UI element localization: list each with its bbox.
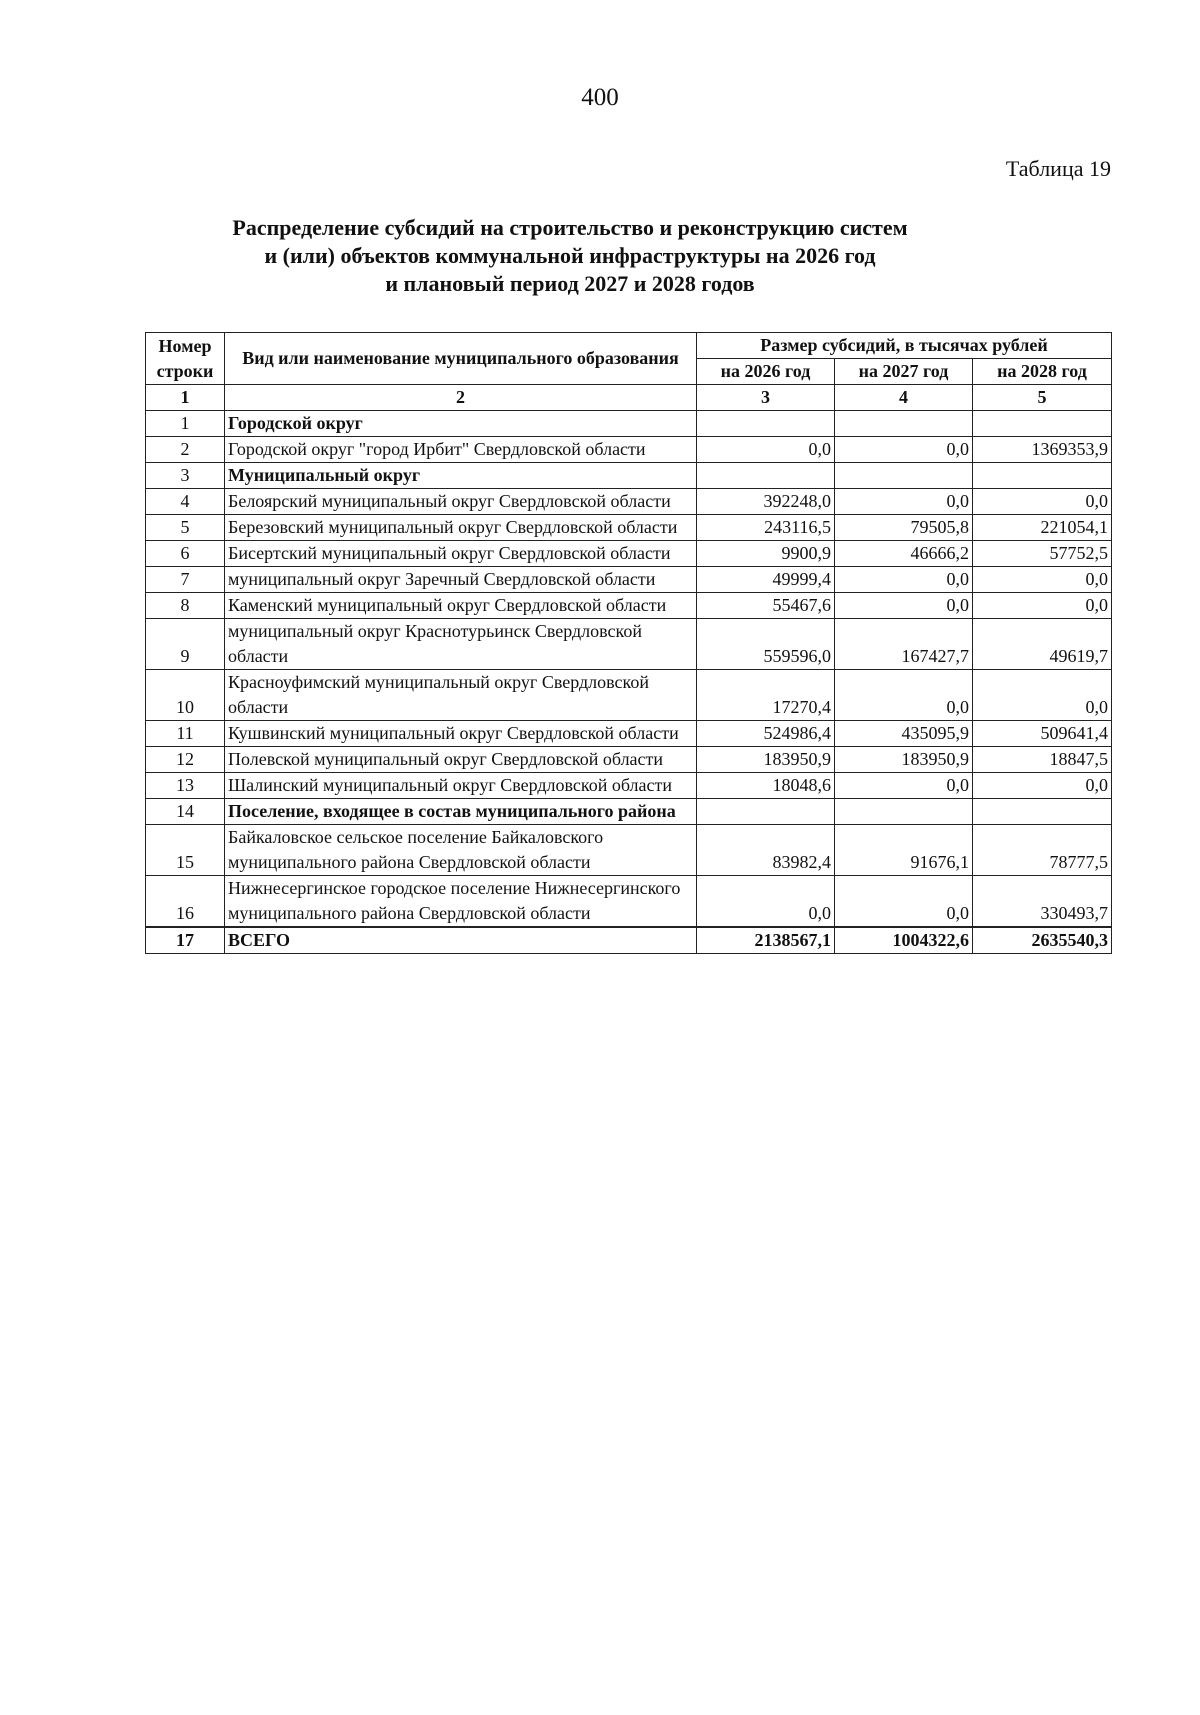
row-name: Белоярский муниципальный округ Свердловской области: [225, 489, 697, 515]
table-row: [146, 541, 1112, 567]
table-label: Таблица 19: [1005, 156, 1111, 181]
row-number: 16: [146, 876, 225, 928]
table-row: [146, 773, 1112, 799]
value-2028: 509641,4: [973, 721, 1112, 747]
value-2027: 46666,2: [835, 541, 973, 567]
page-number: 400: [581, 84, 619, 111]
row-number: 2: [146, 437, 225, 463]
value-2027: 0,0: [835, 489, 973, 515]
row-name: Поселение, входящее в состав муниципального района: [225, 799, 697, 825]
row-number: 9: [146, 619, 225, 670]
value-2028: 2635540,3: [973, 927, 1112, 954]
value-2027: 0,0: [835, 593, 973, 619]
value-2026: 17270,4: [697, 670, 835, 721]
table-row: [146, 515, 1112, 541]
row-name: муниципальный округ Краснотурьинск Свердловской области: [225, 619, 697, 670]
column-index: 2: [225, 385, 697, 411]
header-year-2027: на 2027 год: [835, 359, 973, 385]
value-2027: 435095,9: [835, 721, 973, 747]
table-row: [146, 876, 1112, 928]
column-index: 5: [973, 385, 1112, 411]
row-number: 1: [146, 411, 225, 437]
column-index: 1: [146, 385, 225, 411]
value-2026: 9900,9: [697, 541, 835, 567]
value-2027: 91676,1: [835, 825, 973, 876]
table-row: [146, 670, 1112, 721]
value-2026: 2138567,1: [697, 927, 835, 954]
row-number: 3: [146, 463, 225, 489]
value-2028: 0,0: [973, 489, 1112, 515]
header-year-2028: на 2028 год: [973, 359, 1112, 385]
row-name: Кушвинский муниципальный округ Свердловской области: [225, 721, 697, 747]
value-2028: 1369353,9: [973, 437, 1112, 463]
value-2026: 83982,4: [697, 825, 835, 876]
total-row: [146, 927, 1112, 954]
value-2028: 330493,7: [973, 876, 1112, 928]
header-name: Вид или наименование муниципального образования: [225, 333, 697, 385]
value-2026: 392248,0: [697, 489, 835, 515]
row-name: муниципальный округ Заречный Свердловской области: [225, 567, 697, 593]
document-title: [210, 214, 930, 298]
row-name: Красноуфимский муниципальный округ Свердловской области: [225, 670, 697, 721]
value-2027: [835, 411, 973, 437]
value-2027: 0,0: [835, 567, 973, 593]
value-2026: 0,0: [697, 437, 835, 463]
table-row: [146, 721, 1112, 747]
value-2027: 0,0: [835, 876, 973, 928]
value-2026: 243116,5: [697, 515, 835, 541]
value-2028: [973, 463, 1112, 489]
value-2027: 183950,9: [835, 747, 973, 773]
table-row: [146, 747, 1112, 773]
row-number: 6: [146, 541, 225, 567]
table-row: [146, 619, 1112, 670]
row-number: 12: [146, 747, 225, 773]
value-2027: 1004322,6: [835, 927, 973, 954]
value-2027: 0,0: [835, 773, 973, 799]
value-2027: [835, 463, 973, 489]
value-2028: 0,0: [973, 567, 1112, 593]
title-line: и плановый период 2027 и 2028 годов: [385, 271, 755, 296]
value-2026: [697, 463, 835, 489]
title-line: Распределение субсидий на строительство и реконструкцию систем: [232, 215, 908, 240]
table-row: [146, 593, 1112, 619]
row-number: 14: [146, 799, 225, 825]
row-number: 10: [146, 670, 225, 721]
value-2028: 57752,5: [973, 541, 1112, 567]
title-line: и (или) объектов коммунальной инфраструктуры на 2026 год: [264, 243, 876, 268]
row-name: Березовский муниципальный округ Свердловской области: [225, 515, 697, 541]
row-name: Городской округ "город Ирбит" Свердловской области: [225, 437, 697, 463]
row-name: Шалинский муниципальный округ Свердловской области: [225, 773, 697, 799]
row-name: Полевской муниципальный округ Свердловской области: [225, 747, 697, 773]
value-2028: 18847,5: [973, 747, 1112, 773]
header-amount: Размер субсидий, в тысячах рублей: [697, 333, 1112, 359]
table-row: [146, 489, 1112, 515]
value-2027: 167427,7: [835, 619, 973, 670]
table-row: [146, 825, 1112, 876]
row-number: 7: [146, 567, 225, 593]
value-2028: [973, 411, 1112, 437]
value-2027: [835, 799, 973, 825]
row-number: 11: [146, 721, 225, 747]
value-2026: [697, 411, 835, 437]
table-row: [146, 411, 1112, 437]
header-year-2026: на 2026 год: [697, 359, 835, 385]
value-2026: 183950,9: [697, 747, 835, 773]
row-name: Байкаловское сельское поселение Байкаловского муниципального района Свердловской области: [225, 825, 697, 876]
row-name: ВСЕГО: [225, 927, 697, 954]
value-2028: 0,0: [973, 593, 1112, 619]
column-index: 4: [835, 385, 973, 411]
row-name: Городской округ: [225, 411, 697, 437]
row-name: Муниципальный округ: [225, 463, 697, 489]
value-2026: [697, 799, 835, 825]
row-name: Каменский муниципальный округ Свердловской области: [225, 593, 697, 619]
row-number: 13: [146, 773, 225, 799]
header-row-number: Номер строки: [146, 333, 225, 385]
table-row: [146, 437, 1112, 463]
row-number: 8: [146, 593, 225, 619]
value-2028: 221054,1: [973, 515, 1112, 541]
value-2027: 0,0: [835, 437, 973, 463]
value-2026: 524986,4: [697, 721, 835, 747]
value-2026: 49999,4: [697, 567, 835, 593]
table-row: [146, 463, 1112, 489]
subsidy-table: [145, 332, 1112, 954]
value-2028: [973, 799, 1112, 825]
row-number: 5: [146, 515, 225, 541]
value-2028: 78777,5: [973, 825, 1112, 876]
row-number: 15: [146, 825, 225, 876]
row-number: 4: [146, 489, 225, 515]
value-2026: 55467,6: [697, 593, 835, 619]
value-2027: 79505,8: [835, 515, 973, 541]
value-2026: 559596,0: [697, 619, 835, 670]
value-2026: 0,0: [697, 876, 835, 928]
value-2026: 18048,6: [697, 773, 835, 799]
row-name: Бисертский муниципальный округ Свердловской области: [225, 541, 697, 567]
row-name: Нижнесергинское городское поселение Нижнесергинского муниципального района Свердловской области: [225, 876, 697, 928]
value-2028: 49619,7: [973, 619, 1112, 670]
row-number: 17: [146, 927, 225, 954]
value-2028: 0,0: [973, 670, 1112, 721]
column-index: 3: [697, 385, 835, 411]
value-2028: 0,0: [973, 773, 1112, 799]
table-row: [146, 567, 1112, 593]
value-2027: 0,0: [835, 670, 973, 721]
table-row: [146, 799, 1112, 825]
